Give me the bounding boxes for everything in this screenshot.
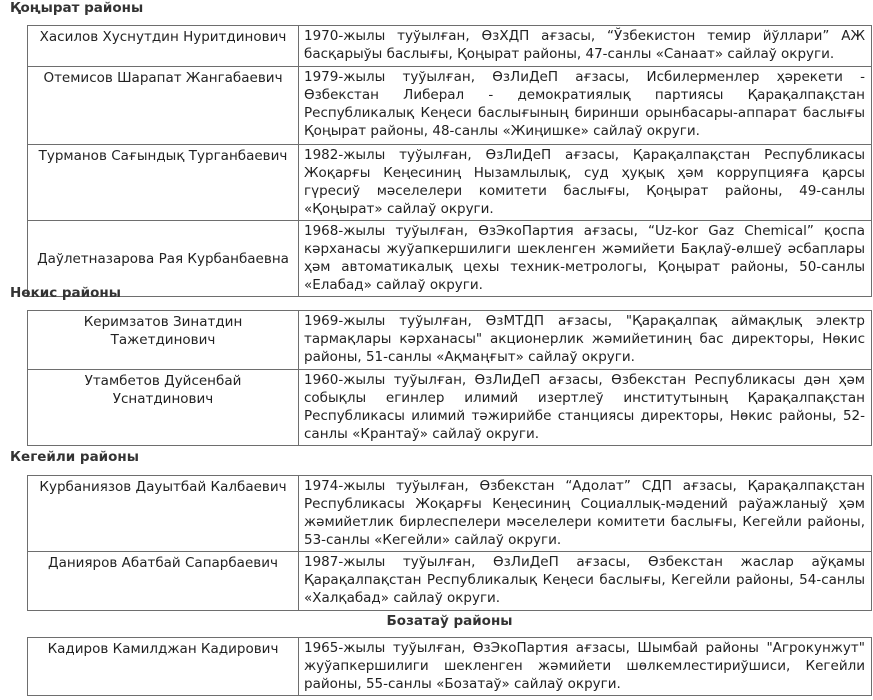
table-row bbox=[28, 638, 872, 696]
candidate-name: Кадиров Камилджан Кадирович bbox=[28, 638, 299, 696]
candidate-description: 1987-жылы туўылған, ӨзЛиДеП ағзасы, Өзбекстан жаслар аўқамы Қарақалпақстан Республикалық Кеңеси баслығы, Кегейли районы, 54-санлы «Халқабад» сайлаў округи. bbox=[299, 552, 872, 611]
candidate-description: 1970-жылы туўылған, ӨзХДП ағзасы, “Ўзбекистон темир йўллари” АЖ басқарыўы баслығы, Қоңырат районы, 47-санлы «Санаат» сайлаў округи. bbox=[299, 26, 872, 67]
section-heading-bozataw: Бозатаў районы bbox=[386, 613, 513, 629]
candidates-table-nokis bbox=[27, 310, 872, 446]
table-row bbox=[28, 311, 872, 370]
candidate-description: 1965-жылы туўылған, ӨзЭкоПартия ағзасы, Шымбай районы "Агрокунжут" жуўапкершилиги шекленген жәмийети шөлкемлестириўшиси, Кегейли районы, 55-санлы «Бозатаў» сайлаў округи. bbox=[299, 638, 872, 696]
candidate-description: 1974-жылы туўылған, Өзбекстан “Адолат” СДП ағзасы, Қарақалпақстан Республикасы Жоқарғы Кеңесиниң Социаллық-мәдений раўажланыў ҳәм жәмийетлик бирлеспелери мәселелери комитети баслығы, Кегейли районы, 53-санлы «Кегейли» сайлаў округи. bbox=[299, 476, 872, 552]
candidates-table-konyrat bbox=[27, 25, 872, 297]
candidate-name: Утамбетов Дуйсенбай Уснатдинович bbox=[28, 370, 299, 446]
table-row bbox=[28, 221, 872, 297]
table-row bbox=[28, 26, 872, 67]
table-row bbox=[28, 370, 872, 446]
candidate-name: Турманов Сағындық Турганбаевич bbox=[28, 145, 299, 221]
section-heading-kegeyli: Кегейли районы bbox=[10, 449, 139, 465]
candidate-description: 1982-жылы туўылған, ӨзЛиДеП ағзасы, Қарақалпақстан Республикасы Жоқарғы Кеңесиниң Нызамлылық, суд ҳуқық ҳәм коррупцияға қарсы гүресиў мәселелери комитети баслығы, Қоңырат районы, 49-санлы «Қоңырат» сайлаў округи. bbox=[299, 145, 872, 221]
section-heading-konyrat: Қоңырат районы bbox=[10, 0, 144, 16]
candidate-name: Даўлетназарова Рая Курбанбаевна bbox=[28, 221, 299, 297]
candidate-description: 1969-жылы туўылған, ӨзМТДП ағзасы, "Қарақалпақ аймақлық электр тармақлары кәрханасы" акционерлик жәмийетиниң бас директоры, Нөкис районы, 51-санлы «Ақмаңғыт» сайлаў округи. bbox=[299, 311, 872, 370]
candidate-name: Керимзатов Зинатдин Тажетдинович bbox=[28, 311, 299, 370]
candidates-table-kegeyli bbox=[27, 475, 872, 611]
candidate-description: 1960-жылы туўылған, ӨзЛиДеП ағзасы, Өзбекстан Республикасы дән ҳәм собықлы егинлер илимий изертлеў институтының Қарақалпақстан Республикасы илимий тәжирийбе станциясы директоры, Нөкис районы, 52-санлы «Крантаў» сайлаў округи. bbox=[299, 370, 872, 446]
table-row bbox=[28, 145, 872, 221]
candidate-description: 1968-жылы туўылған, ӨзЭкоПартия ағзасы, “Uz-kor Gaz Chemical” қоспа кәрханасы жуўапкершилиги шекленген жәмийети Бақлаў-өлшеў әсбаплары ҳәм автоматикалық цехы техник-метрологы, Қоңырат районы, 50-санлы «Елабад» сайлаў округи. bbox=[299, 221, 872, 297]
table-row bbox=[28, 476, 872, 552]
table-row bbox=[28, 552, 872, 611]
candidate-description: 1979-жылы туўылған, ӨзЛиДеП ағзасы, Исбилерменлер ҳәрекети - Өзбекстан Либерал - демократиялық партиясы Қарақалпақстан Республикалық Кеңеси баслығының биринши орынбасары-аппарат баслығы Қоңырат районы, 48-санлы «Жиңишке» сайлаў округи. bbox=[299, 67, 872, 145]
candidate-name: Данияров Абатбай Сапарбаевич bbox=[28, 552, 299, 611]
section-heading-nokis: Нөкис районы bbox=[10, 285, 121, 301]
candidate-name: Хасилов Хуснутдин Нуритдинович bbox=[28, 26, 299, 67]
candidate-name: Отемисов Шарапат Жангабаевич bbox=[28, 67, 299, 145]
candidates-table-bozataw bbox=[27, 637, 872, 696]
table-row bbox=[28, 67, 872, 145]
candidate-name: Курбаниязов Дауытбай Калбаевич bbox=[28, 476, 299, 552]
